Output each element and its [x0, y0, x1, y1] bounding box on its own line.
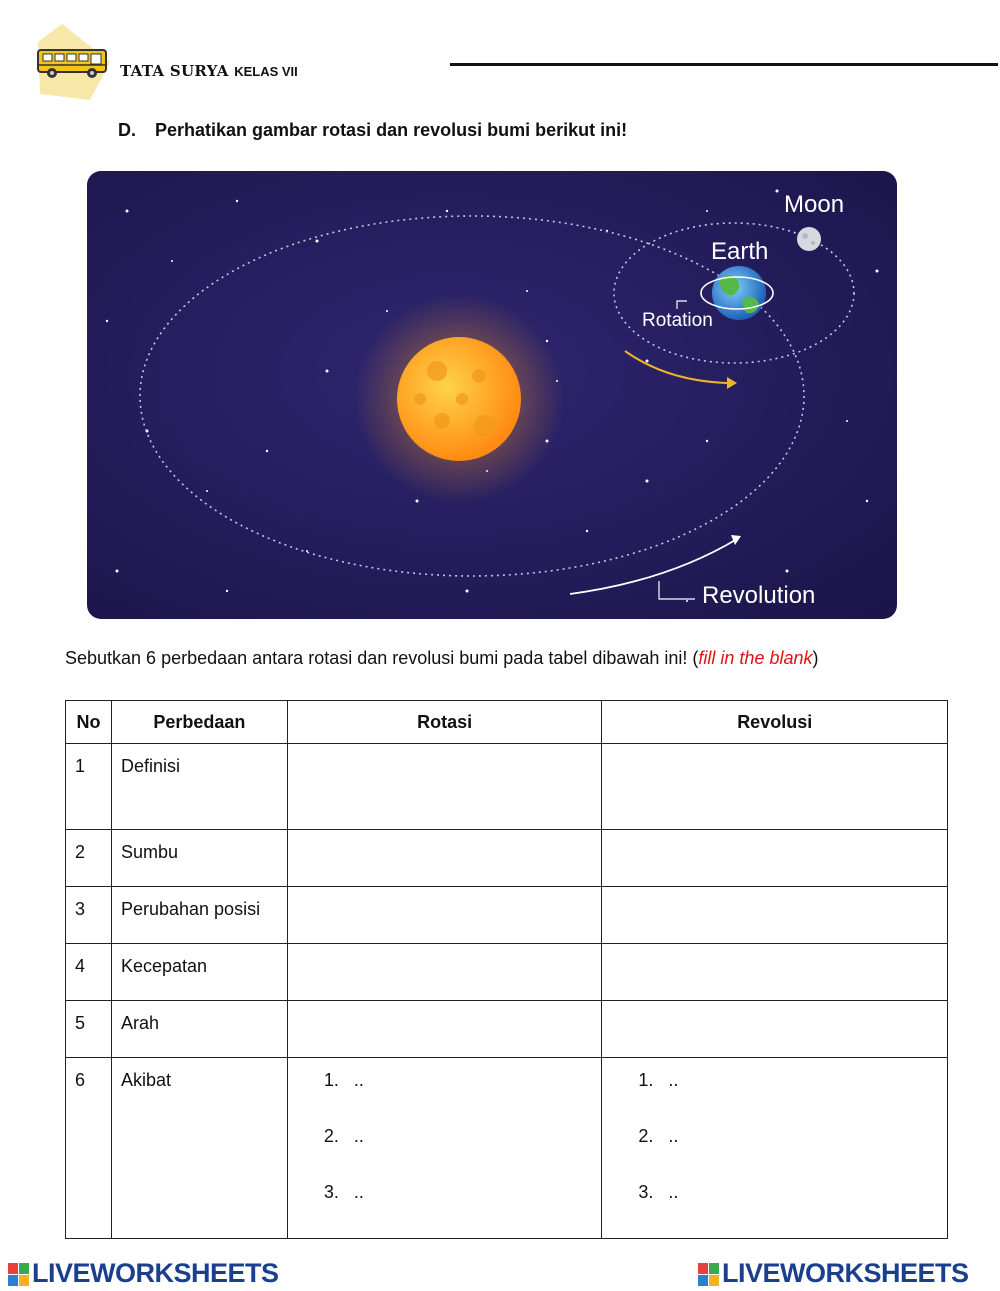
earth [712, 266, 766, 320]
table-row [66, 944, 948, 1001]
moon [797, 227, 821, 251]
row-number: 2 [75, 842, 86, 862]
table-row [66, 1058, 948, 1239]
row-difference: Arah [120, 1013, 159, 1033]
rotation-answer-cell[interactable] [287, 1001, 602, 1058]
row-number: 6 [75, 1070, 86, 1090]
moon-label: Moon [784, 191, 845, 218]
table-row [66, 887, 948, 944]
row-number: 5 [75, 1013, 86, 1033]
list-item[interactable]: 2. .. [323, 1126, 364, 1146]
section-heading-text: Perhatikan gambar rotasi dan revolusi bumi berikut ini! [155, 120, 628, 140]
table-header-row [66, 701, 948, 744]
list-item[interactable]: 2. .. [638, 1126, 679, 1146]
brand-text: LIVEWORKSHEETS [32, 1258, 279, 1288]
blank-field[interactable]: .. [668, 1070, 679, 1090]
row-number: 4 [75, 956, 86, 976]
row-difference: Perubahan posisi [120, 899, 261, 919]
header-divider [450, 63, 998, 66]
list-item[interactable]: 1. .. [323, 1070, 364, 1090]
instruction-text [65, 648, 819, 669]
row-difference: Kecepatan [120, 956, 208, 976]
header-subtitle: KELAS VII [234, 64, 298, 79]
blank-field[interactable]: .. [353, 1182, 364, 1202]
revolution-answer-cell[interactable] [602, 830, 948, 887]
header-difference: Perbedaan [111, 701, 287, 744]
rotation-effects-cell [287, 1058, 602, 1239]
instruction-main: Sebutkan 6 perbedaan antara rotasi dan revolusi bumi pada tabel dibawah ini! ( [65, 648, 699, 668]
rotation-effects-list [288, 1058, 602, 1238]
table-row [66, 744, 948, 830]
row-difference: Sumbu [120, 842, 179, 862]
liveworksheets-logo[interactable] [8, 1258, 279, 1289]
table-row [66, 830, 948, 887]
section-heading [118, 120, 627, 141]
row-number: 3 [75, 899, 86, 919]
brand-text: LIVEWORKSHEETS [722, 1258, 969, 1288]
table-row [66, 1001, 948, 1058]
rotation-label: Rotation [642, 310, 713, 331]
header-revolution: Revolusi [602, 701, 948, 744]
list-item[interactable]: 3. .. [323, 1182, 364, 1202]
rotation-answer-cell[interactable] [287, 887, 602, 944]
blank-field[interactable]: .. [353, 1126, 364, 1146]
page-header [120, 62, 298, 80]
revolution-answer-cell[interactable] [602, 1001, 948, 1058]
liveworksheets-logo[interactable] [698, 1258, 969, 1289]
instruction-closing: ) [812, 648, 819, 668]
rotation-answer-cell[interactable] [287, 944, 602, 1001]
revolution-answer-cell[interactable] [602, 944, 948, 1001]
revolution-effects-list [602, 1058, 947, 1238]
liveworksheets-icon [698, 1263, 720, 1287]
revolution-label: Revolution [702, 582, 816, 609]
row-difference: Definisi [120, 756, 180, 776]
liveworksheets-icon [8, 1263, 30, 1287]
instruction-highlight: fill in the blank [698, 648, 813, 668]
revolution-answer-cell[interactable] [602, 744, 948, 830]
header-no: No [66, 701, 112, 744]
header-title: TATA SURYA [120, 62, 229, 80]
list-item[interactable]: 3. .. [638, 1182, 679, 1202]
rotation-answer-cell[interactable] [287, 744, 602, 830]
row-difference: Akibat [120, 1070, 171, 1090]
differences-table [65, 700, 948, 1239]
revolution-effects-cell [602, 1058, 948, 1239]
school-bus-logo [30, 22, 120, 102]
blank-field[interactable]: .. [353, 1070, 364, 1090]
earth-label: Earth [711, 238, 769, 265]
list-item[interactable]: 1. .. [638, 1070, 679, 1090]
blank-field[interactable]: .. [668, 1126, 679, 1146]
section-letter: D. [118, 120, 136, 140]
rotation-revolution-illustration [87, 171, 897, 619]
row-number: 1 [75, 756, 86, 776]
blank-field[interactable]: .. [668, 1182, 679, 1202]
revolution-answer-cell[interactable] [602, 887, 948, 944]
header-rotation: Rotasi [287, 701, 602, 744]
rotation-answer-cell[interactable] [287, 830, 602, 887]
